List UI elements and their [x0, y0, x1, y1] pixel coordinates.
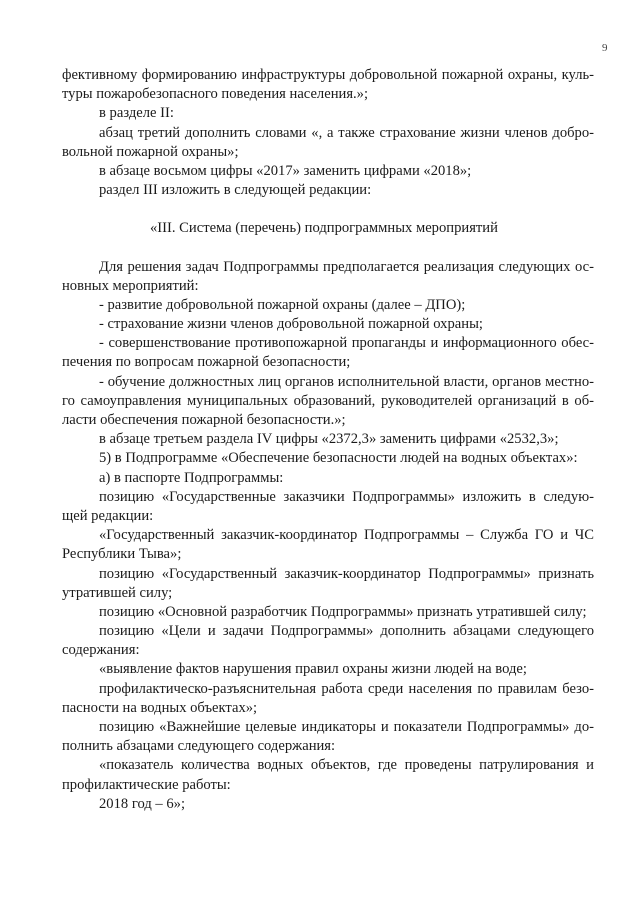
- text-line: Для решения задач Подпрограммы предполагается реализация следующих ос-: [99, 258, 594, 275]
- text-line: полнить абзацами следующего содержания:: [62, 738, 336, 755]
- text-line: пасности на водных объектах»;: [62, 699, 258, 716]
- spacer: [62, 239, 594, 258]
- section-heading: «III. Система (перечень) подпрограммных мероприятий: [150, 220, 498, 237]
- text-line: содержания:: [62, 642, 140, 659]
- page-number: 9: [602, 42, 608, 54]
- text-line: Республики Тыва»;: [62, 546, 182, 563]
- text-line: профилактические работы:: [62, 776, 231, 793]
- text-line: новных мероприятий:: [62, 277, 199, 294]
- text-line: а) в паспорте Подпрограммы:: [99, 469, 284, 486]
- text-line: позицию «Основной разработчик Подпрограммы» признать утратившей силу;: [99, 603, 587, 620]
- text-line: «Государственный заказчик-координатор Подпрограммы – Служба ГО и ЧС: [99, 527, 594, 544]
- document-body: [62, 66, 594, 814]
- text-line: щей редакции:: [62, 507, 154, 524]
- text-line: фективному формированию инфраструктуры добровольной пожарной охраны, куль-: [62, 67, 594, 83]
- list-item: - страхование жизни членов добровольной пожарной охраны;: [99, 316, 483, 333]
- text-line: туры пожаробезопасного поведения населения.»;: [62, 86, 369, 103]
- text-line: 2018 год – 6»;: [99, 795, 186, 812]
- text-line: позицию «Государственный заказчик-координатор Подпрограммы» признать: [99, 565, 594, 582]
- text-line: «показатель количества водных объектов, где проведены патрулирования и: [99, 757, 594, 774]
- text-line: позицию «Государственные заказчики Подпрограммы» изложить в следую-: [99, 488, 594, 505]
- text-line: 5) в Подпрограмме «Обеспечение безопасности людей на водных объектах»:: [99, 450, 578, 467]
- text-line: позицию «Важнейшие целевые индикаторы и показатели Подпрограммы» до-: [99, 719, 594, 735]
- list-item: - обучение должностных лиц органов исполнительной власти, органов местно-: [99, 373, 594, 390]
- text-line: в абзаце восьмом цифры «2017» заменить цифрами «2018»;: [99, 162, 472, 179]
- text-line: утратившей силу;: [62, 584, 173, 601]
- text-line: раздел III изложить в следующей редакции:: [99, 182, 372, 199]
- text-line: го самоуправления муниципальных образований, руководителей организаций в об-: [62, 392, 594, 409]
- text-line: в разделе II:: [99, 105, 174, 122]
- text-line: абзац третий дополнить словами «, а также страхование жизни членов добро-: [99, 124, 594, 141]
- spacer: [62, 200, 594, 219]
- text-line: вольной пожарной охраны»;: [62, 143, 239, 160]
- text-line: «выявление фактов нарушения правил охраны жизни людей на воде;: [99, 661, 527, 678]
- text-line: ласти обеспечения пожарной безопасности.»;: [62, 412, 346, 428]
- text-line: в абзаце третьем раздела IV цифры «2372,3» заменить цифрами «2532,3»;: [99, 431, 559, 448]
- list-item: - развитие добровольной пожарной охраны (далее – ДПО);: [99, 296, 466, 313]
- list-item: - совершенствование противопожарной пропаганды и информационного обес-: [99, 335, 594, 352]
- text-line: профилактическо-разъяснительная работа среди населения по правилам безо-: [99, 680, 594, 697]
- text-line: позицию «Цели и задачи Подпрограммы» дополнить абзацами следующего: [99, 623, 594, 640]
- text-line: печения по вопросам пожарной безопасности;: [62, 354, 351, 371]
